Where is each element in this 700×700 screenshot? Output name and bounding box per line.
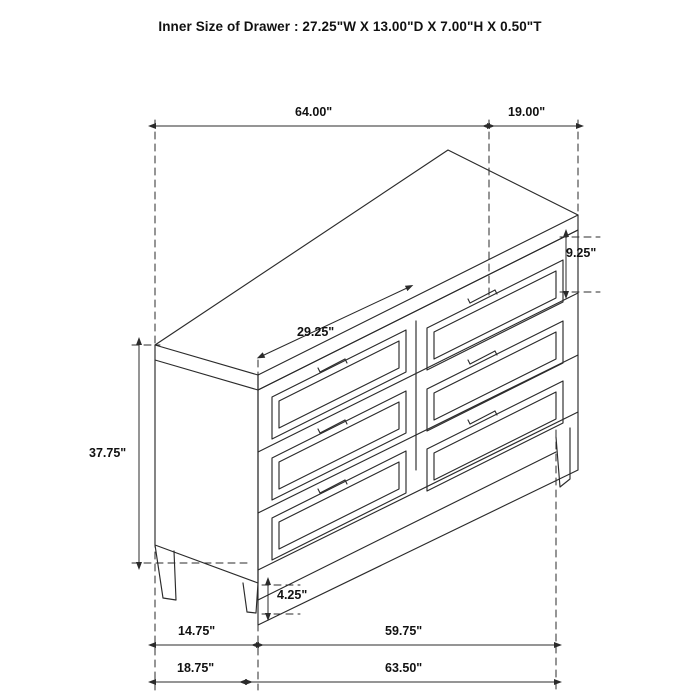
dimension-label-case-top-depth: 29.25" [297, 325, 335, 339]
dimension-label-side-depth: 14.75" [178, 624, 216, 638]
dimline-case-top-depth [264, 288, 407, 355]
dimension-label-top-drawer-height: 9.25" [566, 246, 597, 260]
page-title: Inner Size of Drawer : 27.25"W X 13.00"D X 7.00"H X 0.50"T [158, 19, 542, 34]
dimension-label-base-width: 63.50" [385, 661, 423, 675]
dimension-label-leg-height: 4.25" [277, 588, 308, 602]
dimension-label-overall-height: 37.75" [89, 446, 127, 460]
dimension-label-base-depth: 18.75" [177, 661, 215, 675]
dimension-label-top-width: 64.00" [295, 105, 333, 119]
dimension-label-top-depth: 19.00" [508, 105, 546, 119]
dimension-label-front-width: 59.75" [385, 624, 423, 638]
